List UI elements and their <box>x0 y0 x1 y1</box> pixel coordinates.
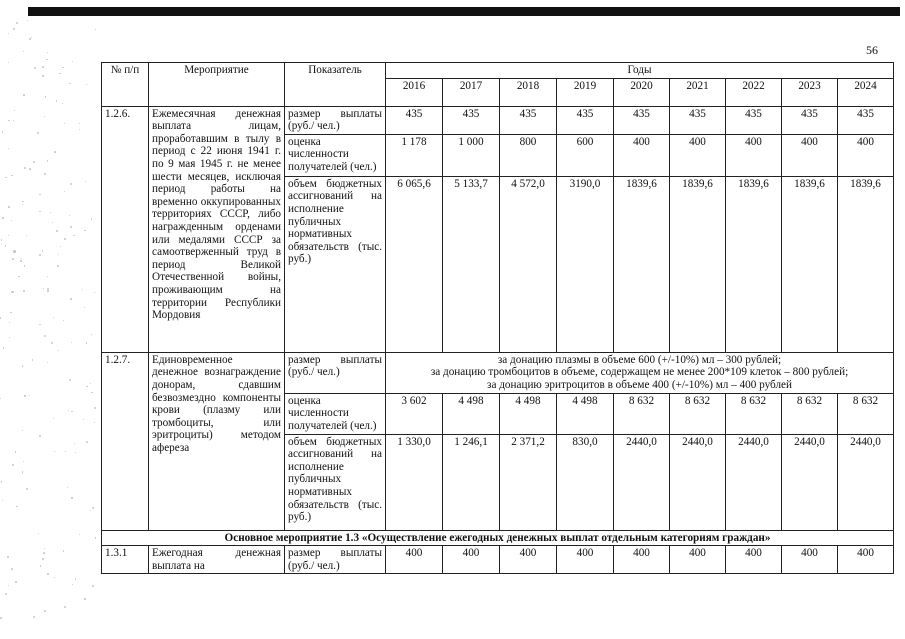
scan-speck <box>83 419 84 420</box>
scan-speck <box>15 451 17 453</box>
scan-speck <box>58 254 59 255</box>
scan-speck <box>23 461 25 463</box>
scan-speck <box>22 201 24 203</box>
payment-note: за донацию эритроцитов в объеме 400 (+/-10%) мл – 400 рублей <box>487 378 792 391</box>
value-cell: 8 632 <box>782 393 838 434</box>
value-cell: 8 632 <box>614 393 670 434</box>
row-event: Единовременное денежное вознаграждение донорам, сдавшим безвозмездно компоненты крови (плазму или тромбоциты, или эритроциты) методом афереза <box>149 352 285 530</box>
value-cell: 400 <box>726 546 782 574</box>
scan-speck <box>90 510 91 511</box>
scan-speck <box>91 334 92 335</box>
scan-speck <box>65 451 66 452</box>
value-cell: 4 498 <box>557 393 614 434</box>
payment-notes-cell <box>386 352 894 393</box>
value-cell: 2440,0 <box>614 434 670 530</box>
payment-note: за донацию тромбоцитов в объеме, содержащем не менее 200*109 клеток – 800 рублей; <box>430 366 849 379</box>
scan-speck <box>62 103 63 104</box>
scan-speck <box>51 342 53 344</box>
scan-speck <box>60 246 61 247</box>
value-cell: 6 065,6 <box>386 176 443 352</box>
value-cell: 435 <box>443 106 500 134</box>
scan-speck <box>34 67 36 69</box>
value-cell: 600 <box>557 134 614 176</box>
scan-speck <box>86 386 87 387</box>
value-cell: 435 <box>782 106 838 134</box>
scan-speck <box>85 181 86 182</box>
scan-speck <box>92 585 94 587</box>
scan-speck <box>84 230 85 231</box>
value-cell: 1839,6 <box>726 176 782 352</box>
scan-speck <box>82 289 83 290</box>
scan-speck <box>64 191 65 192</box>
scan-speck <box>70 183 72 185</box>
value-cell: 400 <box>670 546 726 574</box>
scan-speck <box>27 20 28 21</box>
scan-speck <box>92 507 94 509</box>
scan-speck <box>5 593 7 595</box>
scan-speck <box>95 29 96 30</box>
scan-speck <box>75 452 76 453</box>
scan-speck <box>84 307 85 308</box>
scan-speck <box>32 359 34 361</box>
scan-speck <box>72 61 73 62</box>
value-cell: 1 330,0 <box>386 434 443 530</box>
value-cell: 400 <box>443 546 500 574</box>
row-num: 1.2.7. <box>102 352 149 530</box>
scan-speck <box>8 206 9 207</box>
scan-speck <box>40 565 42 567</box>
row-indicator: размер выплаты (руб./ чел.) <box>285 106 386 134</box>
value-cell: 435 <box>557 106 614 134</box>
year-cell: 2020 <box>614 78 670 106</box>
year-cell: 2018 <box>500 78 557 106</box>
value-cell: 400 <box>614 546 670 574</box>
scan-speck <box>50 212 51 213</box>
scan-speck <box>71 411 73 413</box>
value-cell: 2440,0 <box>670 434 726 530</box>
scan-speck <box>64 238 66 240</box>
table-row <box>102 546 894 574</box>
scan-speck <box>63 320 64 321</box>
value-cell: 400 <box>500 546 557 574</box>
scan-speck <box>8 148 9 149</box>
scan-speck <box>72 584 73 585</box>
scan-speck <box>47 290 49 292</box>
scan-speck <box>95 537 97 539</box>
scan-speck <box>94 292 95 293</box>
scan-speck <box>22 430 23 431</box>
scan-speck <box>11 220 12 221</box>
scan-speck <box>91 218 92 219</box>
scan-speck <box>39 254 41 256</box>
scan-speck <box>47 362 48 363</box>
scan-speck <box>33 161 35 163</box>
scan-speck <box>2 500 3 501</box>
scan-speck <box>44 610 46 612</box>
row-indicator: оценка численности получателей (чел.) <box>285 134 386 176</box>
scan-speck <box>43 552 45 554</box>
row-num: 1.3.1 <box>102 546 149 574</box>
scan-speck <box>46 59 47 60</box>
scan-speck <box>0 317 1 318</box>
scan-speck <box>94 422 95 423</box>
scan-speck <box>86 342 87 343</box>
scan-speck <box>54 151 56 153</box>
scan-speck <box>12 464 14 466</box>
scan-speck <box>38 533 39 534</box>
scan-speck <box>42 66 44 68</box>
scan-speck <box>22 471 23 472</box>
scan-speck <box>39 194 41 196</box>
scan-speck <box>3 347 4 348</box>
row-indicator: размер выплаты (руб./ чел.) <box>285 546 386 574</box>
scan-speck <box>94 407 96 409</box>
row-indicator: размер выплаты (руб./ чел.) <box>285 352 386 393</box>
scan-speck <box>79 129 80 130</box>
value-cell: 400 <box>386 546 443 574</box>
header-event: Мероприятие <box>149 63 285 107</box>
year-cell: 2024 <box>838 78 894 106</box>
scan-speck <box>79 123 80 124</box>
value-cell: 5 133,7 <box>443 176 500 352</box>
scan-speck <box>1 239 3 241</box>
scan-speck <box>42 75 44 77</box>
scan-speck <box>13 28 15 30</box>
scan-speck <box>44 548 45 549</box>
scan-speck <box>70 298 72 300</box>
scan-speck <box>16 22 18 24</box>
scan-speck <box>44 116 45 117</box>
value-cell: 435 <box>500 106 557 134</box>
value-cell: 8 632 <box>838 393 894 434</box>
scan-speck <box>1 481 2 482</box>
scan-speck <box>86 84 87 85</box>
scan-speck <box>23 94 24 95</box>
scan-speck <box>15 581 17 583</box>
scan-speck <box>86 441 88 443</box>
scan-speck <box>54 577 55 578</box>
row-num: 1.2.6. <box>102 106 149 352</box>
scan-speck <box>63 550 64 551</box>
scan-speck <box>62 67 63 68</box>
scan-speck <box>9 293 10 294</box>
section-row <box>102 530 894 546</box>
value-cell: 435 <box>614 106 670 134</box>
scan-speck <box>24 167 26 169</box>
value-cell: 830,0 <box>557 434 614 530</box>
scan-speck <box>2 217 3 218</box>
scan-speck <box>14 110 15 111</box>
value-cell: 1 178 <box>386 134 443 176</box>
scan-speck <box>71 497 73 499</box>
scan-speck <box>16 506 18 508</box>
scan-speck <box>44 335 46 337</box>
value-cell: 1839,6 <box>782 176 838 352</box>
value-cell: 435 <box>670 106 726 134</box>
scan-speck <box>12 258 14 260</box>
scan-speck <box>11 175 12 176</box>
value-cell: 400 <box>670 134 726 176</box>
scan-speck <box>8 62 9 63</box>
scan-speck <box>47 52 48 53</box>
value-cell: 3190,0 <box>557 176 614 352</box>
scan-speck <box>22 204 23 205</box>
scan-speck <box>54 451 56 453</box>
scan-speck <box>29 395 30 396</box>
scan-speck <box>20 260 22 262</box>
value-cell: 400 <box>614 134 670 176</box>
scan-top-border <box>28 7 900 16</box>
value-cell: 4 498 <box>443 393 500 434</box>
row-indicator: объем бюджетных ассигнований на исполнение публичных нормативных обязательств (тыс. руб.) <box>285 176 386 352</box>
table-row <box>102 352 894 393</box>
scan-speck <box>0 617 2 619</box>
scan-speck <box>43 288 44 289</box>
scan-speck <box>13 250 15 252</box>
scan-speck <box>42 250 44 252</box>
value-cell: 400 <box>838 134 894 176</box>
scan-speck <box>47 160 49 162</box>
scan-speck <box>24 395 25 396</box>
value-cell: 400 <box>557 546 614 574</box>
value-cell: 1839,6 <box>670 176 726 352</box>
scan-speck <box>71 342 73 344</box>
scan-speck <box>39 324 41 326</box>
scan-speck <box>26 235 27 236</box>
scan-speck <box>7 556 9 558</box>
value-cell: 400 <box>782 546 838 574</box>
scan-speck <box>37 132 39 134</box>
scan-speck <box>52 222 53 223</box>
scan-speck <box>33 616 35 618</box>
scan-speck <box>2 131 3 132</box>
scan-speck <box>56 230 58 232</box>
value-cell: 435 <box>726 106 782 134</box>
scan-speck <box>11 568 13 570</box>
value-cell: 1 246,1 <box>443 434 500 530</box>
value-cell: 435 <box>838 106 894 134</box>
scan-speck <box>64 606 66 608</box>
scan-speck <box>67 487 68 488</box>
scan-speck <box>73 235 74 236</box>
header-years-title: Годы <box>386 63 894 79</box>
row-event: Ежемесячная денежная выплата лицам, проработавшим в тылу в период с 22 июня 1941 г. по 9 мая 1945 г. не менее шести месяцев, исключая период работы на временно оккупированных территориях СССР, либо награжденным орденами или медалями СССР за самоотверженный труд в период Великой Отечественной войны, проживающим на территории Республики Мордовия <box>149 106 285 352</box>
scan-speck <box>59 73 60 74</box>
header-indicator: Показатель <box>285 63 386 107</box>
scan-speck <box>8 235 9 236</box>
scan-speck <box>70 226 72 228</box>
year-cell: 2023 <box>782 78 838 106</box>
year-cell: 2016 <box>386 78 443 106</box>
scan-speck <box>39 435 41 437</box>
scan-speck <box>56 100 58 102</box>
scan-speck <box>18 276 20 278</box>
scan-speck <box>11 291 13 293</box>
scan-speck <box>13 120 14 121</box>
row-indicator: объем бюджетных ассигнований на исполнение публичных нормативных обязательств (тыс. руб.) <box>285 434 386 530</box>
scan-speck <box>64 123 65 124</box>
row-indicator: оценка численности получателей (чел.) <box>285 393 386 434</box>
value-cell: 8 632 <box>670 393 726 434</box>
scan-speck <box>84 598 85 599</box>
scan-speck <box>69 83 70 84</box>
scan-speck <box>68 410 69 411</box>
header-num: № п/п <box>102 63 149 107</box>
value-cell: 8 632 <box>726 393 782 434</box>
value-cell: 800 <box>500 134 557 176</box>
scan-speck <box>69 215 70 216</box>
value-cell: 4 572,0 <box>500 176 557 352</box>
scan-speck <box>45 96 47 98</box>
scan-speck <box>9 337 10 338</box>
scan-speck <box>5 177 6 178</box>
scan-speck <box>10 312 11 313</box>
scan-speck <box>57 265 59 267</box>
table-row <box>102 106 894 134</box>
scan-speck <box>91 392 92 393</box>
scan-speck <box>79 534 80 535</box>
row-event: Ежегодная денежная выплата на <box>149 546 285 574</box>
scan-speck <box>58 350 59 351</box>
scan-speck <box>21 258 22 259</box>
scan-speck <box>47 276 48 277</box>
header-row <box>102 63 894 79</box>
value-cell: 435 <box>386 106 443 134</box>
scan-speck <box>8 120 9 121</box>
scan-speck <box>23 290 25 292</box>
scan-speck <box>69 379 71 381</box>
value-cell: 2440,0 <box>726 434 782 530</box>
scan-speck <box>39 211 41 213</box>
scan-speck <box>53 317 54 318</box>
scan-speck <box>90 383 91 384</box>
scan-speck <box>47 573 49 575</box>
scan-speck <box>0 398 1 399</box>
scan-speck <box>24 265 26 267</box>
scan-speck <box>44 173 46 175</box>
scan-speck <box>23 51 24 52</box>
scan-speck <box>75 578 77 580</box>
scan-speck <box>42 558 44 560</box>
year-cell: 2019 <box>557 78 614 106</box>
scan-speck <box>22 365 24 367</box>
scan-speck <box>53 418 54 419</box>
scan-speck <box>31 37 32 38</box>
value-cell: 4 498 <box>500 393 557 434</box>
value-cell: 400 <box>782 134 838 176</box>
scan-speck <box>26 488 28 490</box>
value-cell: 400 <box>726 134 782 176</box>
value-cell: 2440,0 <box>838 434 894 530</box>
benefits-table <box>101 62 894 574</box>
scan-speck <box>29 38 31 40</box>
value-cell: 3 602 <box>386 393 443 434</box>
payment-note: за донацию плазмы в объеме 600 (+/-10%) мл – 300 рублей; <box>497 353 782 366</box>
value-cell: 2 371,2 <box>500 434 557 530</box>
value-cell: 400 <box>838 546 894 574</box>
scan-speck <box>29 168 31 170</box>
year-cell: 2021 <box>670 78 726 106</box>
value-cell: 1839,6 <box>614 176 670 352</box>
value-cell: 1 000 <box>443 134 500 176</box>
scan-speck <box>22 473 23 474</box>
year-cell: 2017 <box>443 78 500 106</box>
scan-speck <box>8 33 10 35</box>
value-cell: 1839,6 <box>838 176 894 352</box>
value-cell: 2440,0 <box>782 434 838 530</box>
scan-speck <box>74 443 75 444</box>
scan-speck <box>9 322 10 323</box>
page-number: 56 <box>866 43 878 57</box>
section-title: Основное мероприятие 1.3 «Осуществление ежегодных денежных выплат отдельным категориям граждан» <box>102 530 894 546</box>
scan-speck <box>8 585 9 586</box>
scan-speck <box>5 245 6 246</box>
year-cell: 2022 <box>726 78 782 106</box>
